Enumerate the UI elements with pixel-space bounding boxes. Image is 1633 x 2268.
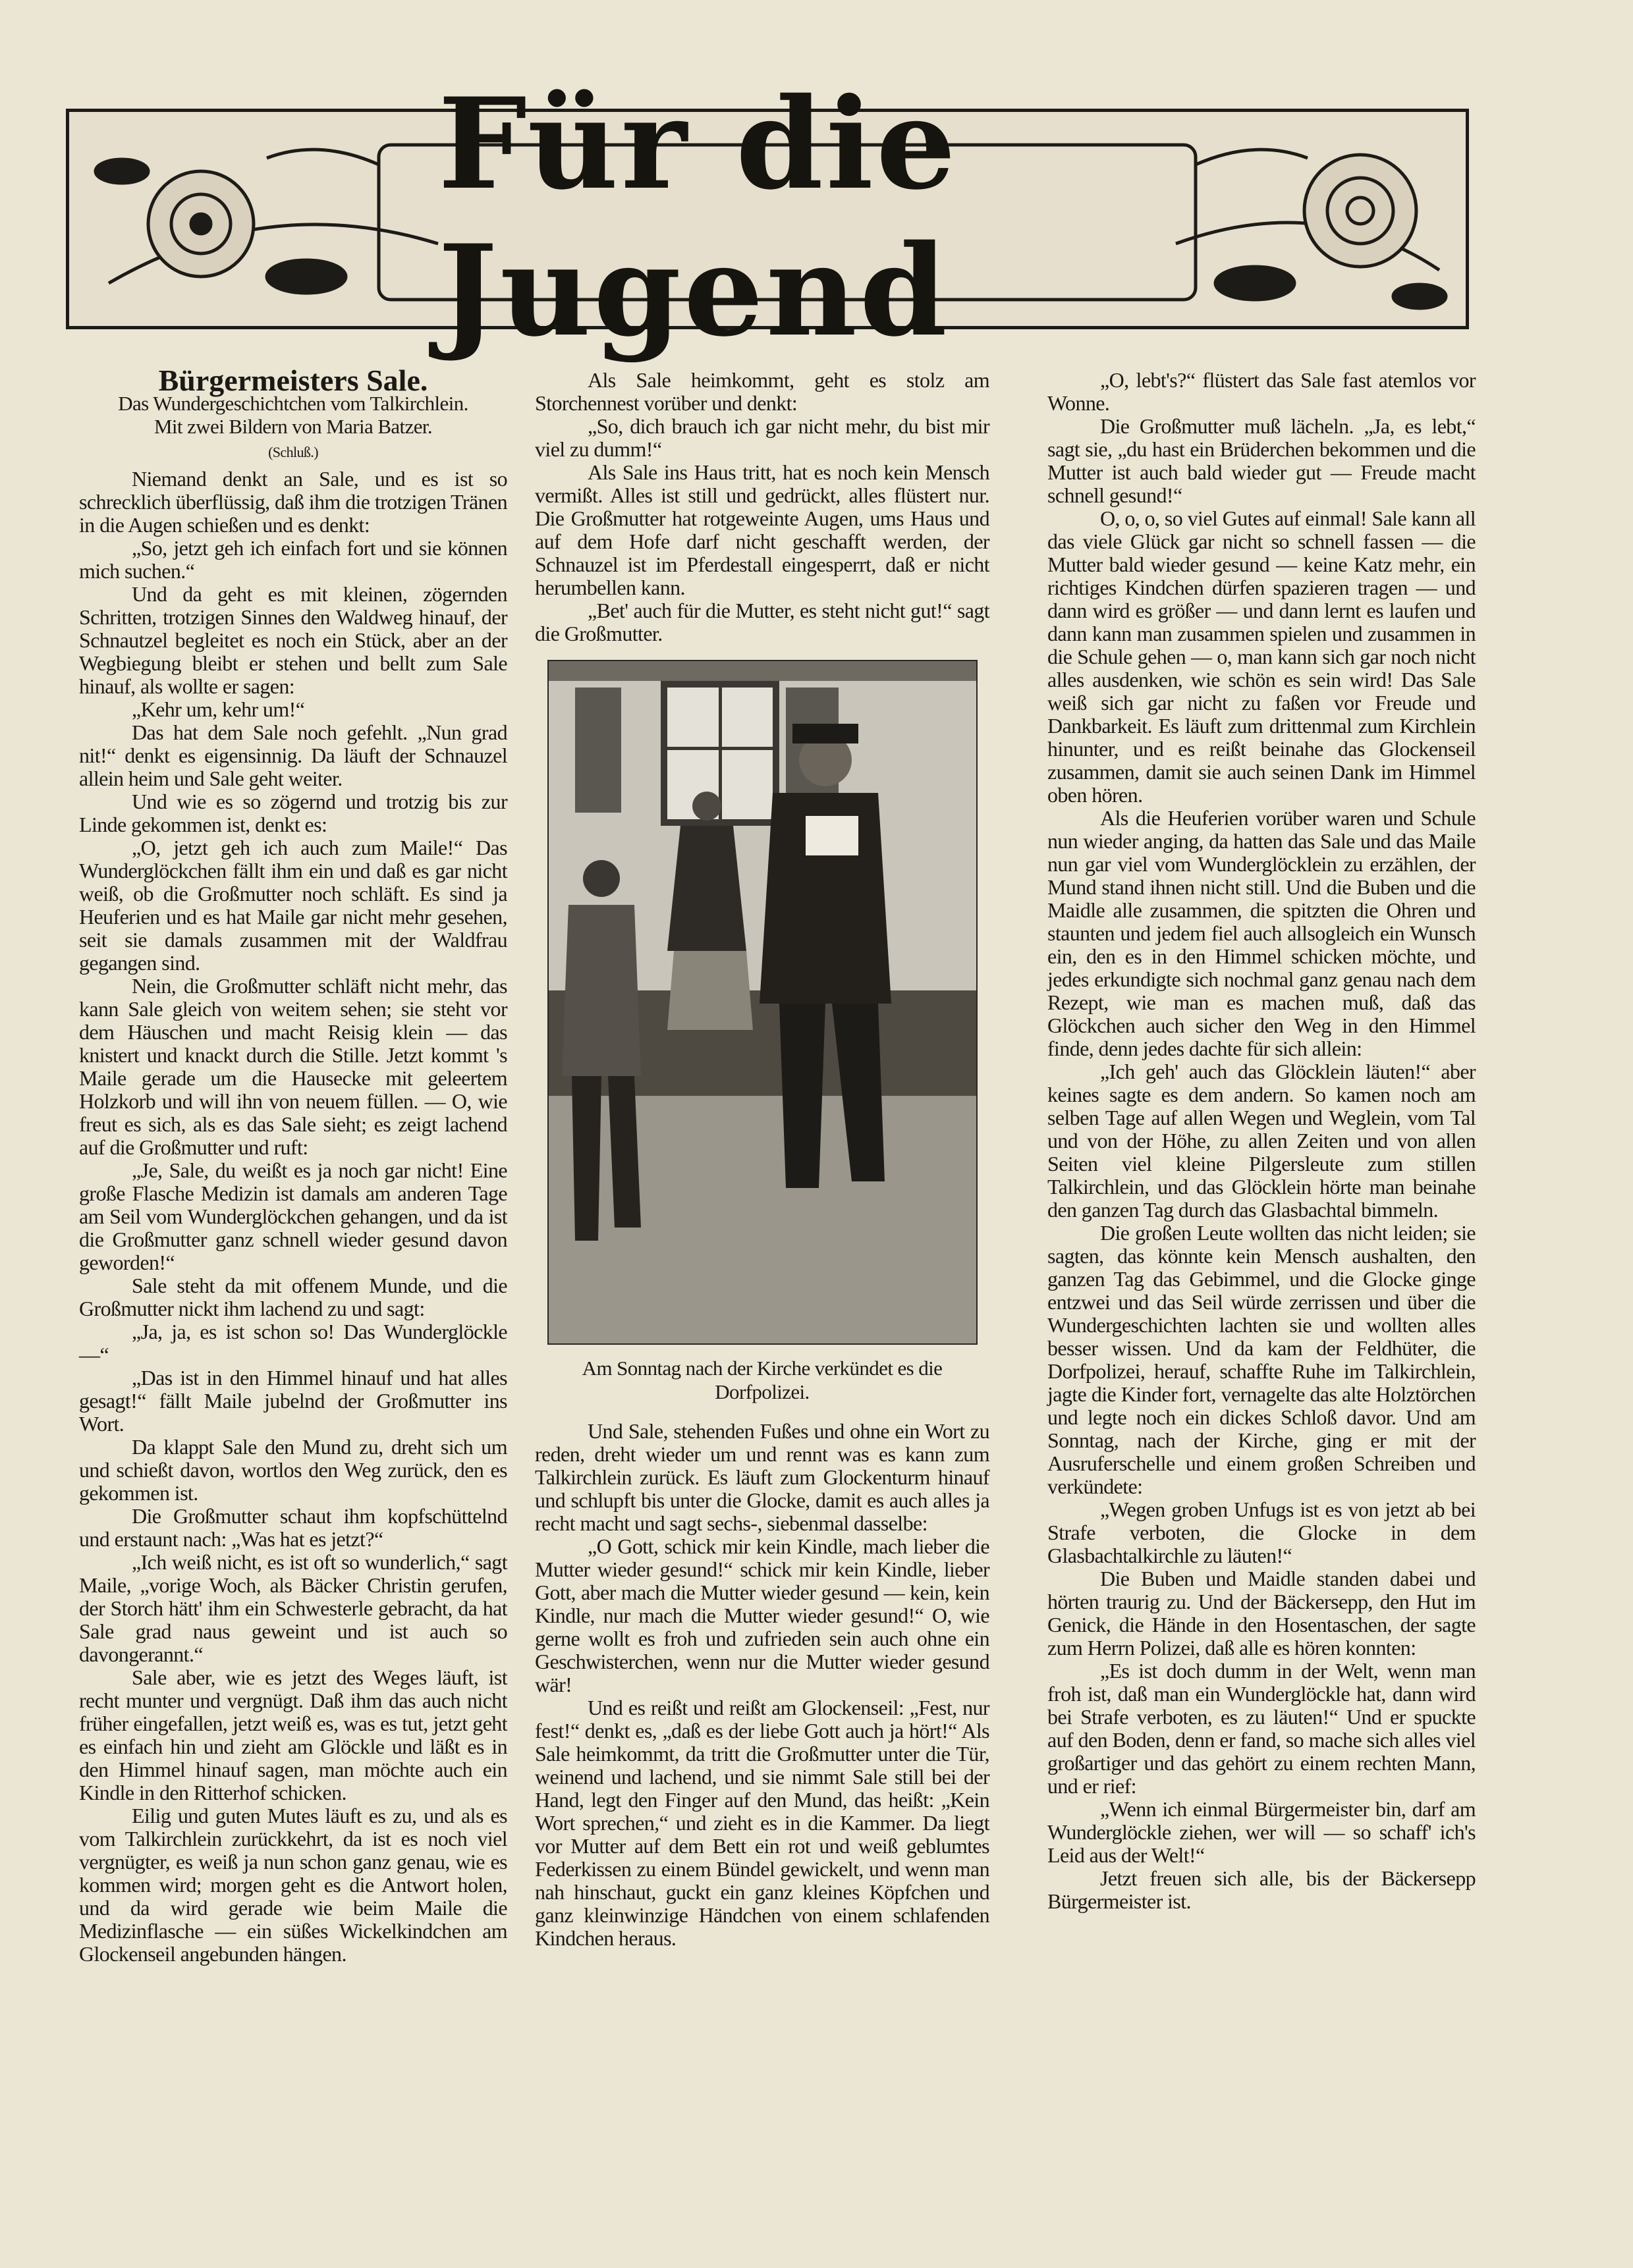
paragraph: Und wie es so zögernd und trotzig bis zur Linde gekommen ist, denkt es: xyxy=(79,790,507,836)
paragraph: Die großen Leute wollten das nicht leiden; sie sagten, das könnte kein Mensch aushalten, den ganzen Tag das Gebimmel, und die Glocke ginge entzwei und das Seil würde zerrissen und über die Wundergeschichten lachten sie und wollten alles besser wissen. Und da kam der Feldhüter, die Dorfpolizei, herauf, schaffte Ruhe im Talkirchlein, jagte die Kinder fort, vernagelte das alte Holztörchen und legte noch ein dickes Schloß davor. Und am Sonntag, nach der Kirche, ging er mit der Ausruferschelle und einem großen Schreiben und verkündete: xyxy=(1047,1221,1476,1498)
paragraph: Und es reißt und reißt am Glockenseil: „Fest, nur fest!“ denkt es, „daß es der liebe Gott auch ja hört!“ Als Sale heimkommt, da tritt die Großmutter unter die Tür, weinend und lachend, und sie nimmt Sale still bei der Hand, legt den Finger auf den Mund, das heißt: „Kein Wort sprechen,“ und zieht es in die Kammer. Da liegt vor Mutter auf dem Bett ein rot und weiß geblumtes Federkissen zu einem Bündel gewickelt, und wenn man nah hinschaut, guckt ein ganz kleines Köpfchen und ganz kleinwinzige Händchen von einem schlafenden Kindchen heraus. xyxy=(535,1696,989,1950)
paragraph: „Ich weiß nicht, es ist oft so wunderlich,“ sagt Maile, „vorige Woch, als Bäcker Christin gerufen, der Storch hätt' ihm ein Schwesterle gebracht, da hat Sale grad naus geweint und ist auch so davongerannt.“ xyxy=(79,1550,507,1666)
paragraph: Und da geht es mit kleinen, zögernden Schritten, trotzigen Sinnes den Waldweg hinauf, der Schnautzel begleitet es noch ein Stück, aber an der Wegbiegung bleibt er stehen und bellt zum Sale hinauf, als wollte er sagen: xyxy=(79,582,507,698)
paragraph: O, o, o, so viel Gutes auf einmal! Sale kann all das viele Glück gar nicht so schnell fassen — die Mutter bald wieder gesund — keine Katz mehr, ein richtiges Kindchen dürfen spazieren tragen — und dann wird es größer — und dann lernt es laufen und dann kann man zusammen spielen und zusammen in die Schule gehen — o, man kann sich gar noch nicht alles ausdenken, wie schön es sein wird! Das Sale weiß sich gar nicht zu faßen vor Freude und Dankbarkeit. Es läuft zum drittenmal zum Kirchlein hinunter, und es reißt beinahe das Glockenseil zusammen, damit sie auch seinen Dank im Himmel oben hören. xyxy=(1047,506,1476,807)
paragraph: „Das ist in den Himmel hinauf und hat alles gesagt!“ fällt Maile jubelnd der Großmutter ins Wort. xyxy=(79,1366,507,1436)
article-note: (Schluß.) xyxy=(268,444,318,460)
paragraph: „Wegen groben Unfugs ist es von jetzt ab bei Strafe verboten, die Glocke in dem Glasbachtalkirchle zu läuten!“ xyxy=(1047,1498,1476,1567)
paragraph: „Je, Sale, du weißt es ja noch gar nicht! Eine große Flasche Medizin ist damals am anderen Tage am Seil vom Wunderglöckchen gehangen, und da ist die Großmutter ganz schnell wieder gesund davon geworden!“ xyxy=(79,1158,507,1274)
paragraph: „So, jetzt geh ich einfach fort und sie können mich suchen.“ xyxy=(79,536,507,583)
paragraph: „O, lebt's?“ flüstert das Sale fast atemlos vor Wonne. xyxy=(1047,368,1476,415)
paragraph: „Ich geh' auch das Glöcklein läuten!“ aber keines sagte es dem andern. So kamen noch am selben Tage auf allen Wegen und Weglein, vom Tal und von der Höhe, zu allen Zeiten und von allen Seiten viel kleine Pilgersleute zum stillen Talkirchlein, und das Glöcklein hörte man beinahe den ganzen Tag durch das Glasbachtal bimmeln. xyxy=(1047,1060,1476,1222)
paragraph: Die Großmutter schaut ihm kopfschüttelnd und erstaunt nach: „Was hat es jetzt?“ xyxy=(79,1504,507,1551)
paragraph: Nein, die Großmutter schläft nicht mehr, das kann Sale gleich von weitem sehen; sie steht vor dem Häuschen und macht Reisig klein — das knistert und knackt durch die Stille. Jetzt kommt 's Maile gerade um die Hausecke mit geleertem Holzkorb und will ihn von neuem füllen. — O, wie freut es sich, als es das Sale sieht; es zeigt lachend auf die Großmutter und ruft: xyxy=(79,974,507,1159)
photo-illustration xyxy=(549,661,978,1345)
paragraph: Als die Heuferien vorüber waren und Schule nun wieder anging, da hatten das Sale und das Maile nun gar viel vom Wunderglöcklein zu erzählen, der Mund stand ihnen nicht still. Und die Buben und die Maidle alle zusammen, die spitzten die Ohren und staunten und jedem fiel auch allsogleich ein Wunsch ein, den es in den Himmel schicken möchte, und jedes erkundigte sich nochmal ganz genau nach dem Rezept, wie man es machen muß, daß das Glöckchen auch sicher den Weg in den Himmel finde, denn jedes dachte für sich allein: xyxy=(1047,806,1476,1060)
paragraph: „Kehr um, kehr um!“ xyxy=(132,697,305,721)
column-3 xyxy=(1047,369,1476,1913)
paragraph: „Bet' auch für die Mutter, es steht nicht gut!“ sagt die Großmutter. xyxy=(535,599,989,645)
column-2 xyxy=(535,369,989,1950)
article-credit: Mit zwei Bildern von Maria Batzer. xyxy=(153,415,433,438)
paragraph: Die Buben und Maidle standen dabei und hörten traurig zu. Und der Bäckersepp, den Hut im Genick, die Hände in den Hosentaschen, der sagte zum Herrn Polizei, daß alle es hören konnten: xyxy=(1047,1567,1476,1660)
article-subtitle: Das Wundergeschichtchen vom Talkirchlein. xyxy=(118,392,468,415)
paragraph: Niemand denkt an Sale, und es ist so schrecklich überflüssig, daß ihm die trotzigen Tränen in die Augen schießen und es denkt: xyxy=(79,467,507,537)
photo-caption: Am Sonntag nach der Kirche verkündet es die Dorfpolizei. xyxy=(582,1357,943,1403)
paragraph: Das hat dem Sale noch gefehlt. „Nun grad nit!“ denkt es eigensinnig. Da läuft der Schnauzel allein heim und Sale geht weiter. xyxy=(79,720,507,790)
paragraph: Sale aber, wie es jetzt des Weges läuft, ist recht munter und vergnügt. Daß ihm das auch nicht früher eingefallen, jetzt weiß es, was es tut, jetzt geht es einfach hin und zieht am Glöckle und läßt es in den Himmel hinauf sagen, man möchte auch ein Kindle in den Ritterhof schicken. xyxy=(79,1665,507,1804)
paragraph: Als Sale ins Haus tritt, hat es noch kein Mensch vermißt. Alles ist still und gedrückt, alles flüstert nur. Die Großmutter hat rotgeweinte Augen, ums Haus und auf dem Hofe darf nicht geschafft werden, der Schnauzel ist im Pferdestall eingesperrt, daß er nicht herumbellen kann. xyxy=(535,460,989,599)
paragraph: „Wenn ich einmal Bürgermeister bin, darf am Wunderglöckle ziehen, wer will — so schaff' ich's Leid aus der Welt!“ xyxy=(1047,1797,1476,1867)
paragraph: Als Sale heimkommt, geht es stolz am Storchennest vorüber und denkt: xyxy=(535,368,989,415)
paragraph: Da klappt Sale den Mund zu, dreht sich um und schießt davon, wortlos den Weg zurück, den es gekommen ist. xyxy=(79,1435,507,1505)
paragraph: Jetzt freuen sich alle, bis der Bäckersepp Bürgermeister ist. xyxy=(1047,1866,1476,1913)
article-title: Bürgermeisters Sale. xyxy=(158,364,428,397)
paragraph: „Ja, ja, es ist schon so! Das Wunderglöckle —“ xyxy=(79,1320,507,1366)
paragraph: „O Gott, schick mir kein Kindle, mach lieber die Mutter wieder gesund!“ schick mir kein Kindle, lieber Gott, aber mach die Mutter wieder gesund — kein, kein Kindle, nur mach die Mutter wieder gesund!“ O, wie gerne wollt es froh und zufrieden sein auch ohne ein Geschwisterchen, wenn nur die Mutter wieder gesund wär! xyxy=(535,1534,989,1696)
paragraph: „O, jetzt geh ich auch zum Maile!“ Das Wunderglöckchen fällt ihm ein und daß es gar nicht weiß, ob die Großmutter noch schläft. Es sind ja Heuferien und es hat Maile gar nicht mehr gesehen, seit sie damals zusammen mit der Waldfrau gegangen sind. xyxy=(79,836,507,975)
paragraph: „Es ist doch dumm in der Welt, wenn man froh ist, daß man ein Wunderglöckle hat, dann wird bei Strafe verboten, es zu läuten!“ Und er spuckte auf den Boden, denn er fand, so mache sich alles viel großartiger und das gehört zu einem rechten Mann, und er rief: xyxy=(1047,1659,1476,1798)
header-banner xyxy=(66,70,1469,364)
photo-village-policeman xyxy=(547,660,978,1345)
paragraph: Eilig und guten Mutes läuft es zu, und als es vom Talkirchlein zurückkehrt, da ist es noch viel vergnügter, es weiß ja nun schon ganz genau, wie es kommen wird; morgen geht es die Antwort holen, und da wird gerade wie beim Maile die Medizinflasche — ein süßes Wickelkindchen am Glockenseil angebunden hängen. xyxy=(79,1804,507,1966)
paragraph: Sale steht da mit offenem Munde, und die Großmutter nickt ihm lachend zu und sagt: xyxy=(79,1274,507,1320)
paragraph: Die Großmutter muß lächeln. „Ja, es lebt,“ sagt sie, „du hast ein Brüderchen bekommen und die Mutter ist auch bald wieder gut — Freude macht schnell gesund!“ xyxy=(1047,414,1476,507)
paragraph: „So, dich brauch ich gar nicht mehr, du bist mir viel zu dumm!“ xyxy=(535,414,989,461)
section-title: Für die Jugend xyxy=(438,70,958,364)
column-1 xyxy=(79,364,507,1966)
paragraph: Und Sale, stehenden Fußes und ohne ein Wort zu reden, dreht wieder um und rennt was es kann zum Talkirchlein zurück. Es läuft zum Glockenturm hinauf und schlupft bis unter die Glocke, damit es auch alles ja recht macht und sagt sechs-, siebenmal dasselbe: xyxy=(535,1419,989,1535)
